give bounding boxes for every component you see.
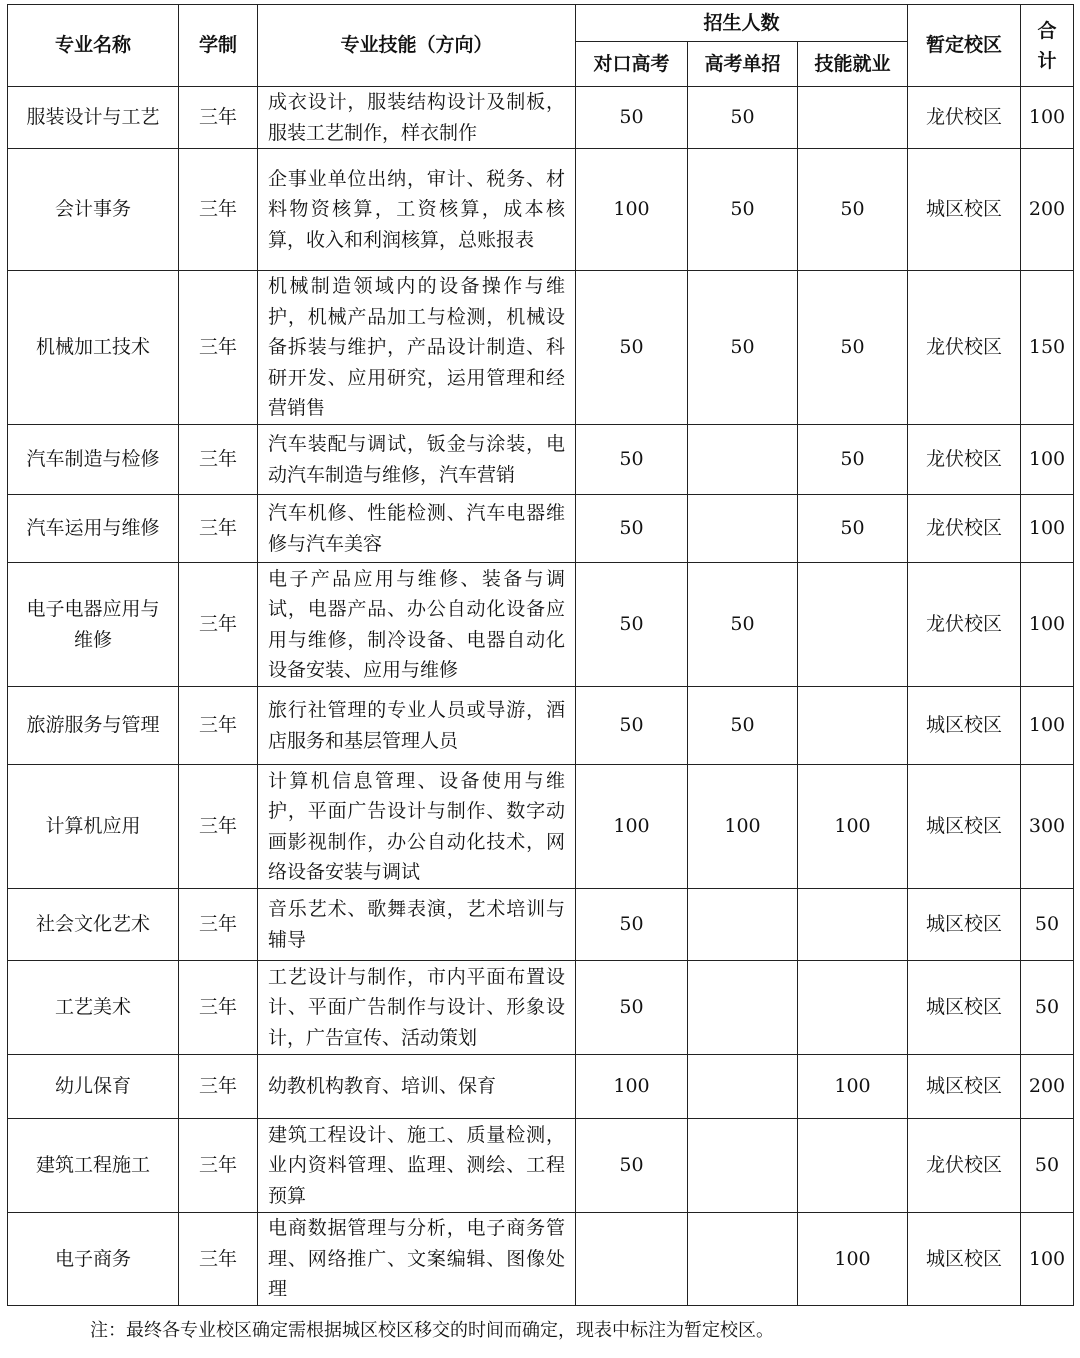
gao-kao-dan-zhao-cell: 50 — [688, 271, 798, 425]
campus-cell: 龙伏校区 — [908, 425, 1021, 495]
skills-cell: 电商数据管理与分析，电子商务管理、网络推广、文案编辑、图像处理 — [258, 1213, 576, 1306]
gao-kao-dan-zhao-cell: 50 — [688, 563, 798, 687]
ji-neng-jiu-ye-cell: 100 — [798, 1213, 908, 1306]
major-cell: 会计事务 — [8, 149, 179, 271]
header-ji-neng-jiu-ye: 技能就业 — [798, 42, 908, 87]
dui-kou-gao-kao-cell: 50 — [576, 87, 688, 149]
table-row — [8, 271, 1074, 425]
major-cell: 旅游服务与管理 — [8, 687, 179, 765]
enrollment-table — [7, 4, 1074, 1306]
table-row — [8, 563, 1074, 687]
major-cell: 计算机应用 — [8, 765, 179, 889]
gao-kao-dan-zhao-cell: 100 — [688, 765, 798, 889]
total-cell: 100 — [1021, 425, 1074, 495]
table-row — [8, 149, 1074, 271]
table-row — [8, 87, 1074, 149]
duration-cell: 三年 — [179, 1119, 258, 1213]
duration-cell: 三年 — [179, 271, 258, 425]
duration-cell: 三年 — [179, 1213, 258, 1306]
gao-kao-dan-zhao-cell: 50 — [688, 149, 798, 271]
duration-cell: 三年 — [179, 563, 258, 687]
total-cell: 50 — [1021, 961, 1074, 1055]
table-row — [8, 1213, 1074, 1306]
campus-cell: 城区校区 — [908, 961, 1021, 1055]
major-text: 电子电器应用与维修 — [26, 598, 160, 651]
ji-neng-jiu-ye-cell — [798, 563, 908, 687]
major-cell: 机械加工技术 — [8, 271, 179, 425]
campus-cell: 龙伏校区 — [908, 1119, 1021, 1213]
header-campus: 暂定校区 — [908, 5, 1021, 87]
gao-kao-dan-zhao-cell — [688, 1055, 798, 1119]
dui-kou-gao-kao-cell: 50 — [576, 961, 688, 1055]
header-total-text: 合计 — [1037, 19, 1057, 72]
table-row — [8, 425, 1074, 495]
major-cell: 电子商务 — [8, 1213, 179, 1306]
header-duration: 学制 — [179, 5, 258, 87]
gao-kao-dan-zhao-cell: 50 — [688, 687, 798, 765]
major-cell: 幼儿保育 — [8, 1055, 179, 1119]
major-cell: 服装设计与工艺 — [8, 87, 179, 149]
gao-kao-dan-zhao-cell: 50 — [688, 87, 798, 149]
ji-neng-jiu-ye-cell: 50 — [798, 149, 908, 271]
table-row — [8, 1055, 1074, 1119]
table-body — [8, 87, 1074, 1306]
table-row — [8, 687, 1074, 765]
gao-kao-dan-zhao-cell — [688, 961, 798, 1055]
campus-cell: 城区校区 — [908, 149, 1021, 271]
total-cell: 100 — [1021, 87, 1074, 149]
campus-cell: 龙伏校区 — [908, 495, 1021, 563]
header-total — [1021, 5, 1074, 87]
total-cell: 200 — [1021, 1055, 1074, 1119]
dui-kou-gao-kao-cell: 50 — [576, 271, 688, 425]
campus-cell: 城区校区 — [908, 687, 1021, 765]
dui-kou-gao-kao-cell: 50 — [576, 563, 688, 687]
ji-neng-jiu-ye-cell — [798, 87, 908, 149]
duration-cell: 三年 — [179, 149, 258, 271]
campus-cell: 城区校区 — [908, 889, 1021, 961]
gao-kao-dan-zhao-cell — [688, 425, 798, 495]
skills-cell: 机械制造领域内的设备操作与维护，机械产品加工与检测，机械设备拆装与维护，产品设计制造、科研开发、应用研究，运用管理和经营销售 — [258, 271, 576, 425]
ji-neng-jiu-ye-cell — [798, 961, 908, 1055]
header-enrollment: 招生人数 — [576, 5, 908, 42]
duration-cell: 三年 — [179, 961, 258, 1055]
major-cell: 建筑工程施工 — [8, 1119, 179, 1213]
header-dui-kou-gao-kao: 对口高考 — [576, 42, 688, 87]
ji-neng-jiu-ye-cell: 50 — [798, 425, 908, 495]
skills-cell: 幼教机构教育、培训、保育 — [258, 1055, 576, 1119]
ji-neng-jiu-ye-cell: 50 — [798, 495, 908, 563]
total-cell: 50 — [1021, 1119, 1074, 1213]
header-skills: 专业技能（方向） — [258, 5, 576, 87]
dui-kou-gao-kao-cell: 50 — [576, 495, 688, 563]
dui-kou-gao-kao-cell: 50 — [576, 889, 688, 961]
table-row — [8, 961, 1074, 1055]
gao-kao-dan-zhao-cell — [688, 889, 798, 961]
table-row — [8, 889, 1074, 961]
duration-cell: 三年 — [179, 425, 258, 495]
skills-cell: 音乐艺术、歌舞表演，艺术培训与辅导 — [258, 889, 576, 961]
campus-cell: 龙伏校区 — [908, 271, 1021, 425]
ji-neng-jiu-ye-cell — [798, 889, 908, 961]
skills-cell: 成衣设计，服装结构设计及制板，服装工艺制作，样衣制作 — [258, 87, 576, 149]
duration-cell: 三年 — [179, 889, 258, 961]
campus-cell: 城区校区 — [908, 1055, 1021, 1119]
duration-cell: 三年 — [179, 765, 258, 889]
total-cell: 100 — [1021, 495, 1074, 563]
dui-kou-gao-kao-cell: 50 — [576, 687, 688, 765]
major-cell: 社会文化艺术 — [8, 889, 179, 961]
total-cell: 100 — [1021, 563, 1074, 687]
table-row — [8, 765, 1074, 889]
duration-cell: 三年 — [179, 495, 258, 563]
ji-neng-jiu-ye-cell: 100 — [798, 765, 908, 889]
ji-neng-jiu-ye-cell — [798, 1119, 908, 1213]
skills-cell: 汽车装配与调试，钣金与涂装，电动汽车制造与维修，汽车营销 — [258, 425, 576, 495]
skills-cell: 电子产品应用与维修、装备与调试，电器产品、办公自动化设备应用与维修，制冷设备、电器自动化设备安装、应用与维修 — [258, 563, 576, 687]
campus-cell: 龙伏校区 — [908, 563, 1021, 687]
skills-cell: 企事业单位出纳，审计、税务、材料物资核算，工资核算，成本核算，收入和利润核算，总账报表 — [258, 149, 576, 271]
duration-cell: 三年 — [179, 1055, 258, 1119]
campus-cell: 城区校区 — [908, 765, 1021, 889]
total-cell: 300 — [1021, 765, 1074, 889]
dui-kou-gao-kao-cell: 50 — [576, 1119, 688, 1213]
major-cell: 工艺美术 — [8, 961, 179, 1055]
dui-kou-gao-kao-cell: 100 — [576, 765, 688, 889]
total-cell: 150 — [1021, 271, 1074, 425]
total-cell: 50 — [1021, 889, 1074, 961]
ji-neng-jiu-ye-cell — [798, 687, 908, 765]
table-row — [8, 495, 1074, 563]
skills-cell: 汽车机修、性能检测、汽车电器维修与汽车美容 — [258, 495, 576, 563]
major-cell: 汽车运用与维修 — [8, 495, 179, 563]
header-major: 专业名称 — [8, 5, 179, 87]
total-cell: 200 — [1021, 149, 1074, 271]
dui-kou-gao-kao-cell: 50 — [576, 425, 688, 495]
gao-kao-dan-zhao-cell — [688, 1213, 798, 1306]
gao-kao-dan-zhao-cell — [688, 1119, 798, 1213]
campus-cell: 龙伏校区 — [908, 87, 1021, 149]
ji-neng-jiu-ye-cell: 50 — [798, 271, 908, 425]
duration-cell: 三年 — [179, 87, 258, 149]
skills-cell: 工艺设计与制作，市内平面布置设计、平面广告制作与设计、形象设计，广告宣传、活动策划 — [258, 961, 576, 1055]
footnote: 注：最终各专业校区确定需根据城区校区移交的时间而确定，现表中标注为暂定校区。 — [90, 1320, 774, 1341]
duration-cell: 三年 — [179, 687, 258, 765]
major-cell: 汽车制造与检修 — [8, 425, 179, 495]
campus-cell: 城区校区 — [908, 1213, 1021, 1306]
skills-cell: 计算机信息管理、设备使用与维护，平面广告设计与制作、数字动画影视制作，办公自动化技术，网络设备安装与调试 — [258, 765, 576, 889]
major-cell — [8, 563, 179, 687]
skills-cell: 建筑工程设计、施工、质量检测，业内资料管理、监理、测绘、工程预算 — [258, 1119, 576, 1213]
dui-kou-gao-kao-cell — [576, 1213, 688, 1306]
dui-kou-gao-kao-cell: 100 — [576, 1055, 688, 1119]
skills-cell: 旅行社管理的专业人员或导游，酒店服务和基层管理人员 — [258, 687, 576, 765]
ji-neng-jiu-ye-cell: 100 — [798, 1055, 908, 1119]
dui-kou-gao-kao-cell: 100 — [576, 149, 688, 271]
total-cell: 100 — [1021, 1213, 1074, 1306]
header-row — [8, 5, 1074, 42]
header-gao-kao-dan-zhao: 高考单招 — [688, 42, 798, 87]
gao-kao-dan-zhao-cell — [688, 495, 798, 563]
table-row — [8, 1119, 1074, 1213]
total-cell: 100 — [1021, 687, 1074, 765]
